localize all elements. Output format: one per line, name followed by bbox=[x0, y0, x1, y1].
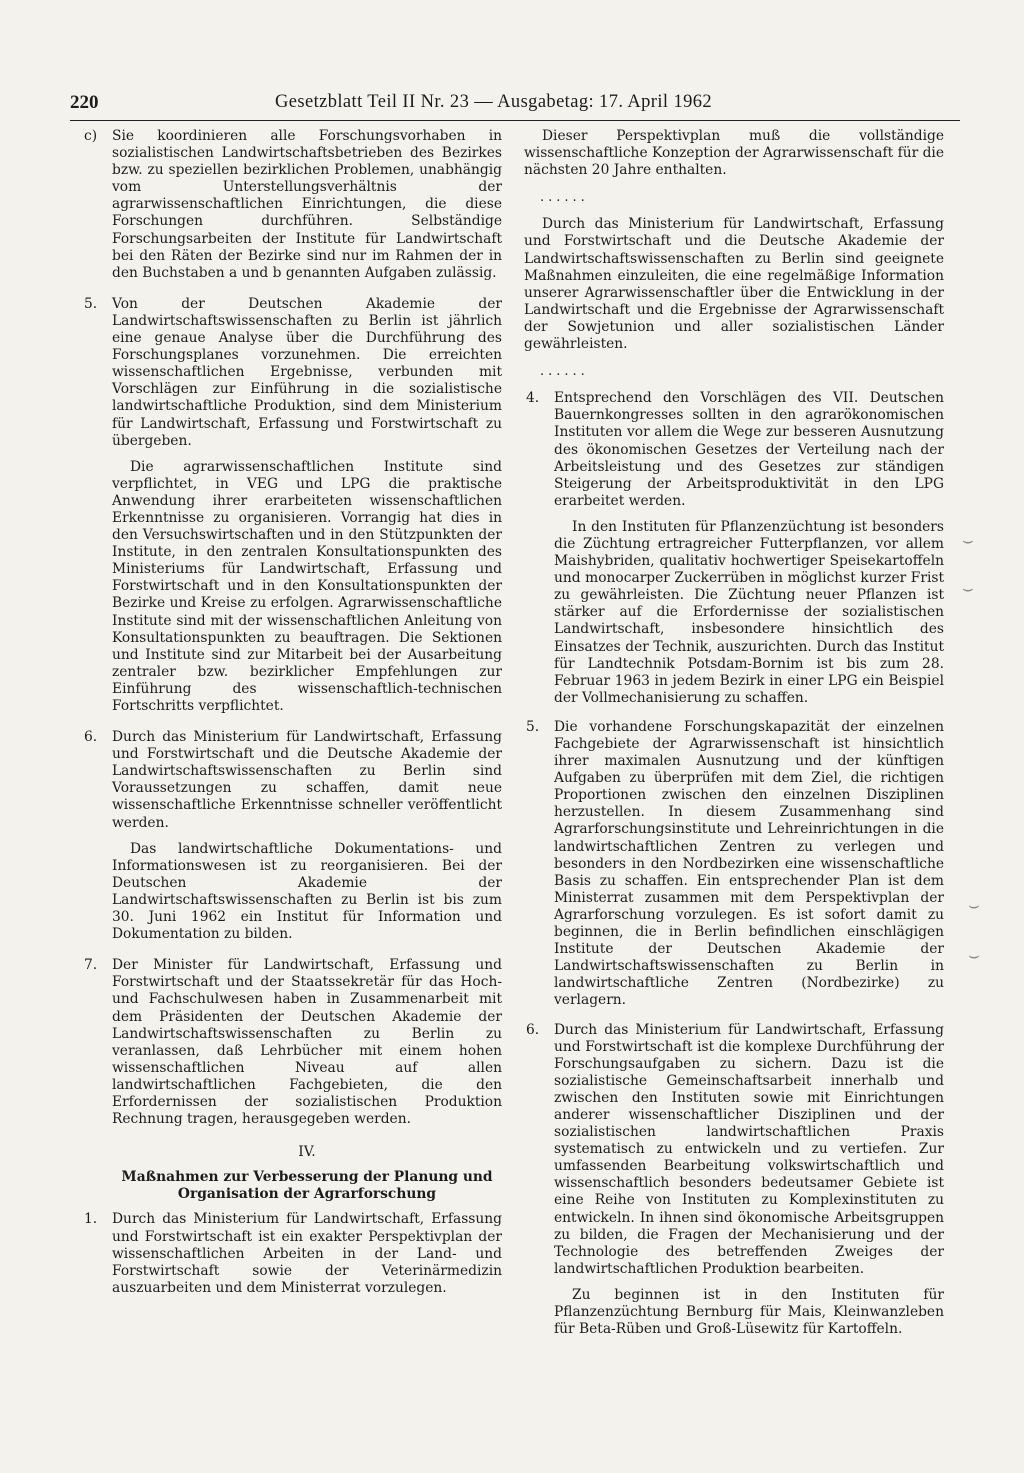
paragraph: Die agrarwissenschaftlichen Institute sind verpflichtet, in VEG und LPG die praktische Anwendung ihrer erarbeiteten wissenschaftlichen Erkenntnisse zu organisieren. Vorrangig hat dies in den Versuchswirtschaften und in den Stützpunkten der Institute, in den zentralen Konsultationspunkten des Ministeriums für Landwirtschaft, Erfassung und Forstwirtschaft und in den Konsultationspunkten der Bezirke und Kreise zu erfolgen. Agrarwissenschaftliche Institute sind mit der wissenschaftlichen Anleitung von Konsultationspunkten zu beauftragen. Die Sektionen und Institute sind zur Mitarbeit bei der Ausarbeitung zentraler bzw. bezirklicher Empfehlungen zur Einführung des wissenschaftlich-technischen Fortschritts verpflichtet. bbox=[112, 458, 502, 714]
header-title: Gesetzblatt Teil II Nr. 23 — Ausgabetag: 17. April 1962 bbox=[275, 92, 713, 112]
paragraph: Durch das Ministerium für Landwirtschaft, Erfassung und Forstwirtschaft ist ein exakter Perspektivplan der wissenschaftlichen Arbeiten in der Land- und Forstwirtschaft sowie der Veterinärmedizin auszuarbeiten und dem Ministerrat vorzulegen. bbox=[112, 1211, 502, 1296]
paragraph: Von der Deutschen Akademie der Landwirtschaftswissenschaften zu Berlin ist jährlich eine genaue Analyse über die Durchführung des Forschungsplanes vorzunehmen. Die erreichten wissenschaftlichen Ergebnisse, verbunden mit Vorschlägen zur Einführung in die sozialistische landwirtschaftliche Produktion, sind dem Ministerium für Landwirtschaft, Erfassung und Forstwirtschaft zu übergeben. bbox=[112, 295, 502, 449]
margin-mark: ⌣ bbox=[968, 895, 980, 916]
paragraph: Entsprechend den Vorschlägen des VII. Deutschen Bauernkongresses sollten in den agrarökonomischen Instituten vor allem die Wege zur besseren Ausnutzung des ökonomischen Gesetzes der Verteilung nach der Arbeitsleistung und des Gesetzes zur ständigen Steigerung der Arbeitsproduktivität in den LPG erarbeitet werden. bbox=[554, 390, 944, 509]
margin-mark: ⌣ bbox=[962, 578, 974, 599]
paragraph: Zu beginnen ist in den Instituten für Pflanzenzüchtung Bernburg für Mais, Kleinwanzleben für Beta-Rüben und Groß-Lüsewitz für Kartoffeln. bbox=[554, 1286, 944, 1338]
left-column bbox=[82, 128, 502, 1307]
item-number: 4. bbox=[526, 390, 540, 407]
item-c bbox=[82, 128, 502, 282]
paragraph: Durch das Ministerium für Landwirtschaft, Erfassung und Forstwirtschaft und die Deutsche Akademie der Landwirtschaftswissenschaften zu Berlin sind geeignete Maßnahmen einzuleiten, die eine regelmäßige Information unserer Agrarwissenschaftler über die Entwicklung in der Landwirtschaft und die Ergebnisse der Agrarwissenschaft der Sowjetunion und aller sozialistischen Länder gewährleisten. bbox=[524, 216, 944, 353]
omission-dots: ...... bbox=[540, 190, 589, 206]
paragraph: Durch das Ministerium für Landwirtschaft, Erfassung und Forstwirtschaft ist die komplexe Durchführung der Forschungsaufgaben zu sichern. Dazu ist die sozialistische Gemeinschaftsarbeit innerhalb und zwischen den Instituten sowie mit Einrichtungen anderer wissenschaftlicher Disziplinen und der sozialistischen landwirtschaftlichen Praxis systematisch zu entwickeln und zu vertiefen. Zur umfassenden Bearbeitung volkswirtschaftlich und wissenschaftlich besonders bedeutsamer Gebiete ist eine Reihe von Instituten zu Komplexinstituten zu entwickeln. In ihnen sind ökonomische Arbeitsgruppen zu bilden, die Fragen der Mechanisierung und der Technologie des betreffenden Zweiges der landwirtschaftlichen Produktion bearbeiten. bbox=[554, 1021, 944, 1277]
item-5-right bbox=[524, 719, 944, 1010]
paragraph: Sie koordinieren alle Forschungsvorhaben in sozialistischen Landwirtschaftsbetrieben des Bezirkes bzw. zu speziellen bezirklichen Problemen, unabhängig vom Unterstellungsverhältnis der agrarwissenschaftlichen Einrichtungen, die diese Forschungen durchführen. Selbständige Forschungsarbeiten der Institute für Landwirtschaft bei den Räten der Bezirke sind nur im Rahmen der in den Buchstaben a und b genannten Aufgaben zulässig. bbox=[112, 128, 502, 281]
section-heading: Maßnahmen zur Verbesserung der Planung und Organisation der Agrarforschung bbox=[121, 1169, 493, 1203]
page-header bbox=[70, 92, 960, 121]
item-5 bbox=[82, 296, 502, 715]
omission-dots: ...... bbox=[540, 364, 589, 380]
item-number: 5. bbox=[526, 718, 540, 735]
item-7 bbox=[82, 957, 502, 1128]
item-number: 6. bbox=[84, 729, 98, 746]
paragraph: Dieser Perspektivplan muß die vollständige wissenschaftliche Konzeption der Agrarwissenschaft für die nächsten 20 Jahre enthalten. bbox=[524, 128, 944, 179]
paragraph: In den Instituten für Pflanzenzüchtung ist besonders die Züchtung ertragreicher Futterpflanzen, vor allem Maishybriden, qualitativ hochwertiger Speisekartoffeln und monocarper Zuckerrüben in möglichst kurzer Frist zu gewährleisten. Die Züchtung neuer Pflanzen ist stärker auf die Erfordernisse der sozialistischen Landwirtschaft, insbesondere hinsichtlich des Einsatzes der Technik, auszurichten. Durch das Institut für Landtechnik Potsdam-Bornim ist bis zum 28. Februar 1963 in jedem Bezirk in einer LPG ein Beispiel der Vollmechanisierung zu schaffen. bbox=[554, 518, 944, 706]
item-number: 6. bbox=[526, 1021, 540, 1038]
item-4 bbox=[524, 390, 944, 707]
right-column bbox=[524, 128, 944, 1348]
item-6-right bbox=[524, 1022, 944, 1339]
page-number: 220 bbox=[70, 92, 99, 113]
paragraph: Durch das Ministerium für Landwirtschaft, Erfassung und Forstwirtschaft und die Deutsche Akademie der Landwirtschaftswissenschaften zu Berlin sind Voraussetzungen zu schaffen, damit neue wissenschaftliche Erkenntnisse schneller veröffentlicht werden. bbox=[112, 729, 502, 831]
item-number: 7. bbox=[84, 957, 98, 974]
paragraph: Das landwirtschaftliche Dokumentations- und Informationswesen ist zu reorganisieren. Bei der Deutschen Akademie der Landwirtschaftswissenschaften zu Berlin ist bis zum 30. Juni 1962 ein Institut für Information und Dokumentation zu bilden. bbox=[112, 840, 502, 943]
section-item-1 bbox=[82, 1211, 502, 1296]
item-number: 1. bbox=[84, 1211, 98, 1228]
item-6 bbox=[82, 729, 502, 943]
item-label: c) bbox=[84, 128, 98, 144]
section-number: IV. bbox=[298, 1144, 316, 1161]
paragraph: Der Minister für Landwirtschaft, Erfassung und Forstwirtschaft und der Staatssekretär für das Hoch- und Fachschulwesen haben in Zusammenarbeit mit dem Präsidenten der Deutschen Akademie der Landwirtschaftswissenschaften zu Berlin zu veranlassen, daß Lehrbücher mit einem hohen wissenschaftlichen Niveau auf allen landwirtschaftlichen Fachgebieten, die den Erfordernissen der sozialistischen Produktion Rechnung tragen, herausgegeben werden. bbox=[112, 957, 502, 1128]
margin-mark: ⌣ bbox=[968, 945, 980, 966]
paragraph: Die vorhandene Forschungskapazität der einzelnen Fachgebiete der Agrarwissenschaft ist hinsichtlich ihrer maximalen Ausnutzung und der künftigen Aufgaben zu überprüfen mit dem Ziel, die richtigen Proportionen zwischen den einzelnen Disziplinen herzustellen. In diesem Zusammenhang sind Agrarforschungsinstitute und Lehreinrichtungen in die landwirtschaftlichen Zentren zu verlegen und besonders in den Nordbezirken eine wissenschaftliche Basis zu schaffen. Ein entsprechender Plan ist dem Ministerrat zusammen mit dem Perspektivplan der Agrarforschung vorzulegen. Es ist sofort damit zu beginnen, die in Berlin befindlichen einschlägigen Institute der Deutschen Akademie der Landwirtschaftswissenschaften zu Berlin in landwirtschaftliche Zentren (Nordbezirke) zu verlagern. bbox=[554, 718, 944, 1009]
item-number: 5. bbox=[84, 295, 98, 312]
margin-mark: ⌣ bbox=[962, 530, 974, 551]
